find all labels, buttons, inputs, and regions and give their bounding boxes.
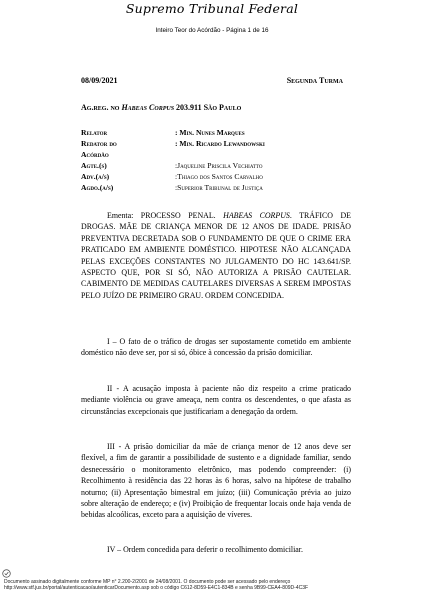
party-row-agdo <box>81 183 351 193</box>
party-value: :Thiago dos Santos Carvalho <box>175 172 263 181</box>
party-value: :Superior Tribunal de Justiça <box>175 183 263 192</box>
ementa-hc: HABEAS CORPUS <box>223 211 290 220</box>
party-row-acordao <box>81 150 351 160</box>
case-title <box>81 103 241 112</box>
ementa-paragraph <box>81 210 351 301</box>
party-row-adv <box>81 172 351 182</box>
case-number: 203.911 São Paulo <box>174 103 242 112</box>
ementa-body: . TRÁFICO DE DROGAS. MÃE DE CRIANÇA MENOR DE 12 ANOS DE IDADE. PRISÃO PREVENTIVA DECRETADA SOB O FUNDAMENTO DE QUE O CRIME ERA PRATICADO EM AMBIENTE DOMÉSTICO. HIPOTESE NÃO ALCANÇADA PELAS EXCEÇÕES CONSTANTES NO JULGAMENTO DO HC 143.641/SP. ASPECTO QUE, POR SI SÓ, NÃO AUTORIZA A PRISÃO CAUTELAR. CABIMENTO DE MEDIDAS CAUTELARES DIVERSAS A SEREM IMPOSTAS PELO JUÍZO DE PRIMEIRO GRAU. ORDEM CONCEDIDA. <box>81 211 351 300</box>
court-name: Supremo Tribunal Federal <box>125 1 299 16</box>
panel-name: Segunda Turma <box>286 76 343 85</box>
case-prefix: Ag.reg. no <box>81 103 122 112</box>
session-date: 08/09/2021 <box>81 76 118 85</box>
paragraph-iv: IV – Ordem concedida para deferir o recolhimento domiciliar. <box>107 545 303 554</box>
party-row-redator <box>81 139 351 149</box>
party-label: Acórdão <box>81 150 109 159</box>
party-value: :Jaqueline Priscila Vechiatto <box>175 161 263 170</box>
case-type: Habeas Corpus <box>121 103 175 112</box>
party-label: Redator do <box>81 139 117 148</box>
footer-line-1: Documento assinado digitalmente conforme MP n° 2.200-2/2001 de 24/08/2001. O documento pode ser acessado pelo endereço <box>4 579 291 585</box>
digital-signature-footer <box>4 579 420 592</box>
party-label: Adv.(a/s) <box>81 172 110 181</box>
page-subtitle: Inteiro Teor do Acórdão - Página 1 de 16 <box>155 27 269 34</box>
footer-line-2: http://www.stf.jus.br/portal/autenticacao/autenticarDocumento.asp sob o código C612-8D59-E4C1-834B e senha 9B99-CEA4-809D-4C3F <box>4 585 309 592</box>
ementa-start: Ementa: PROCESSO PENAL. <box>107 211 224 220</box>
party-row-relator <box>81 128 351 138</box>
party-value: : Min. Nunes Marques <box>175 128 245 137</box>
paragraph-i: I – O fato de o tráfico de drogas ser supostamente cometido em ambiente doméstico não deve ser, por si só, óbice à concessão da prisão domiciliar. <box>81 337 351 358</box>
party-label: Relator <box>81 128 108 137</box>
party-row-agte <box>81 161 351 171</box>
paragraph-iii: III - A prisão domiciliar da mãe de criança menor de 12 anos deve ser flexível, a fim de garantir a possibilidade de sustento e a dignidade familiar, sendo desnecessário o monitoramento eletrônico, mas podendo compreender: (i) Recolhimento à residência das 22 horas às 6 horas, salvo na hipótese de trabalho noturno; (ii) Apresentação bimestral em juízo; (iii) Comunicação prévia ao juizo sobre alteração de endereço; e (iv) Proibição de frequentar locais onde haja venda de bebidas alcoólicas, exceto para a aquisição de víveres. <box>81 442 351 520</box>
party-value: : Min. Ricardo Lewandowski <box>175 139 265 148</box>
party-label: Agdo.(a/s) <box>81 183 114 192</box>
party-label: Agte.(s) <box>81 161 107 170</box>
paragraph-ii: II - A acusação imposta à paciente não diz respeito a crime praticado mediante violência ou grave ameaça, nem contra os descendentes, o que afasta as circunstâncias excepcionais que justificariam a denegação da ordem. <box>81 384 351 416</box>
signature-seal-icon <box>2 569 11 578</box>
